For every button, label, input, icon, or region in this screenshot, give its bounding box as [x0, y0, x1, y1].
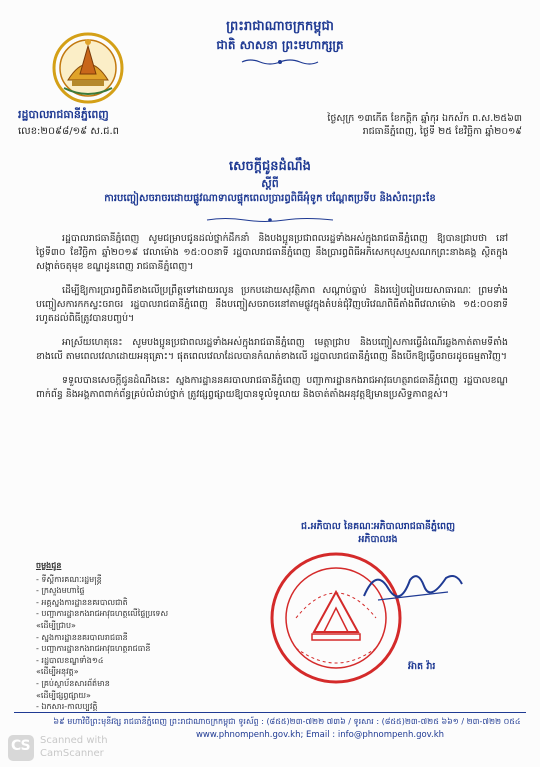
phnom-penh-emblem-logo	[50, 28, 126, 106]
document-type-heading: សេចក្តីជូនដំណឹង	[229, 159, 311, 174]
nation-motto-line: ជាតិ សាសនា ព្រះមហាក្សត្រ	[216, 38, 344, 52]
signatory-title-line: អភិបាលរង	[358, 534, 398, 545]
cc-item: - រដ្ឋបាលខណ្ឌទាំង១៤	[36, 655, 104, 665]
kingdom-header	[150, 18, 410, 54]
body-paragraph: ទទួលបានសេចក្តីជូនដំណឹងនេះ ស្នងការដ្ឋាននគរបាលរាជធានីភ្នំពេញ បញ្ជាការដ្ឋានកងរាជអាវុធហត្ថរាជធានីភ្នំពេញ រដ្ឋបាលខណ្ឌពាក់ព័ន្ធ និងអង្គភាពពាក់ព័ន្ធគ្រប់លំដាប់ថ្នាក់ ត្រូវផ្សព្វផ្សាយឱ្យបានទូលំទូលាយ និងចាត់តាំងអនុវត្តឱ្យមានប្រសិទ្ធភាពខ្ពស់។	[36, 375, 508, 400]
camscanner-text	[40, 734, 108, 760]
footer-divider	[14, 712, 526, 713]
camscanner-watermark	[8, 733, 128, 763]
footer-address: ៦៩ មហាវិថីព្រះមុនីវង្ស រាជធានីភ្នំពេញ ព្រះរាជាណាចក្រកម្ពុជា ទូរស័ព្ទ : (៨៥៥)២៣-៧២២ ៧៣៦ / ទូរសារ : (៨៥៥)២៣-៧២៥ ៦៦១ / ២៣-៧២២ ០៥៤	[53, 717, 521, 726]
title-block	[60, 158, 480, 206]
cc-list	[36, 560, 196, 713]
camscanner-icon	[8, 735, 34, 761]
subject-heading: ការបញ្ចៀសចរាចរដោយផ្លូវណាទាលផ្ទុកពេលប្រារព្ធពិធីអុំទូក បណ្តែតប្រទីប និងសំពះព្រះខែ	[104, 193, 436, 204]
notice-body	[36, 232, 508, 412]
footer-contact: www.phnompenh.gov.kh; Email : info@phnompenh.gov.kh	[195, 730, 445, 740]
agency-name: រដ្ឋបាលរាជធានីភ្នំពេញ	[18, 108, 109, 121]
cc-item: - ក្រសួងមហាផ្ទៃ	[36, 586, 85, 596]
signer-name: អ៊ាត វ៉ារ	[408, 661, 436, 672]
header-ornament	[240, 58, 320, 66]
subject-label: ស្តីពី	[261, 177, 279, 190]
date-block	[272, 112, 522, 138]
camscanner-icon-text: CS	[11, 738, 30, 754]
body-paragraph: ដើម្បីឱ្យការប្រារព្ធពិធីខាងលើប្រព្រឹត្តទៅដោយរលូន ប្រកបដោយសុវត្ថិភាព សណ្តាប់ធ្នាប់ និងរបៀបរៀបរយសាធារណៈ ព្រមទាំងបញ្ចៀសការកកស្ទះចរាចរ រដ្ឋបាលរាជធានីភ្នំពេញ នឹងបញ្ចៀសចរាចរនៅតាមផ្លូវក្នុងតំបន់ជុំវិញបរិវេណពិធីតាំងពីវេលាម៉ោង ១៥:០០នាទី រហូតដល់ពិធីត្រូវបានបញ្ចប់។	[36, 285, 508, 324]
cc-item: - អគ្គស្នងការដ្ឋាននគរបាលជាតិ	[36, 597, 128, 607]
solar-date: រាជធានីភ្នំពេញ, ថ្ងៃទី ២៥ ខែវិច្ឆិកា ឆ្នាំ២០១៩	[362, 126, 522, 137]
watermark-line: CamScanner	[40, 748, 104, 759]
signatory-title-line: ជ.អភិបាល នៃគណៈអភិបាលរាជធានីភ្នំពេញ	[300, 521, 456, 532]
watermark-line: Scanned with	[40, 735, 108, 746]
cc-item: - បញ្ជាការដ្ឋានកងរាជអាវុធហត្ថលើផ្ទៃប្រទេស	[36, 609, 169, 619]
cc-item: - ឯកសារ-កាលប្បវត្តិ	[36, 702, 98, 712]
body-paragraph: អាស្រ័យហេតុនេះ សូមបងប្អូនប្រជាពលរដ្ឋទាំងអស់ក្នុងរាជធានីភ្នំពេញ មេត្តាជ្រាប និងបញ្ចៀសការធ្វើដំណើរឆ្លងកាត់តាមទីតាំងខាងលើ តាមពេលវេលាដោយអនុគ្រោះ។ ផុតពេលវេលាដែលបានកំណត់ខាងលើ រដ្ឋបាលរាជធានីភ្នំពេញ នឹងបើកឱ្យធ្វើចរាចរដូចធម្មតាវិញ។	[36, 337, 508, 362]
cc-item: - ទីស្តីការគណៈរដ្ឋមន្ត្រី	[36, 574, 102, 584]
lunar-date: ថ្ងៃសុក្រ ១៣កើត ខែកត្តិក ឆ្នាំកុរ ឯកស័ក ព.ស.២៥៦៣	[327, 113, 522, 124]
kingdom-line: ព្រះរាជាណាចក្រកម្ពុជា	[226, 19, 334, 34]
cc-item: - បញ្ជាការដ្ឋានកងរាជអាវុធហត្ថរាជធានី	[36, 644, 151, 654]
cc-item: «ដើម្បីអនុវត្ត»	[36, 667, 79, 677]
reference-number: លេខ:២០៩៨/១៩ ស.ជ.ព	[18, 126, 119, 137]
cc-item: - ស្នងការដ្ឋាននគរបាលរាជធានី	[36, 632, 128, 642]
handwritten-signature	[358, 558, 468, 608]
cc-title: ចម្លងជូន	[36, 561, 62, 570]
body-paragraph: រដ្ឋបាលរាជធានីភ្នំពេញ សូមជម្រាបជូនដល់ថ្នាក់ដឹកនាំ និងបងប្អូនប្រជាពលរដ្ឋទាំងអស់ក្នុងរាជធានីភ្នំពេញ ឱ្យបានជ្រាបថា នៅថ្ងៃទី៣០ ខែវិច្ឆិកា ឆ្នាំ២០១៩ វេលាម៉ោង ១៥:០០នាទី រដ្ឋបាលរាជធានីភ្នំពេញ នឹងប្រារព្ធពិធីអភិសេកបុសឬសណកព្រះនាងគង្គ ស្ថិតក្នុងសង្កាត់ចតុមុខ ខណ្ឌដូនពេញ រាជធានីភ្នំពេញ។	[36, 233, 508, 272]
signatory-title	[258, 520, 498, 546]
cc-item: «ដើម្បីផ្សព្វផ្សាយ»	[36, 690, 91, 700]
cc-item: «ដើម្បីជ្រាប»	[36, 620, 76, 630]
title-divider	[205, 217, 335, 223]
cc-item: - គ្រប់ស្ថាប័នសារព័ត៌មាន	[36, 678, 110, 688]
